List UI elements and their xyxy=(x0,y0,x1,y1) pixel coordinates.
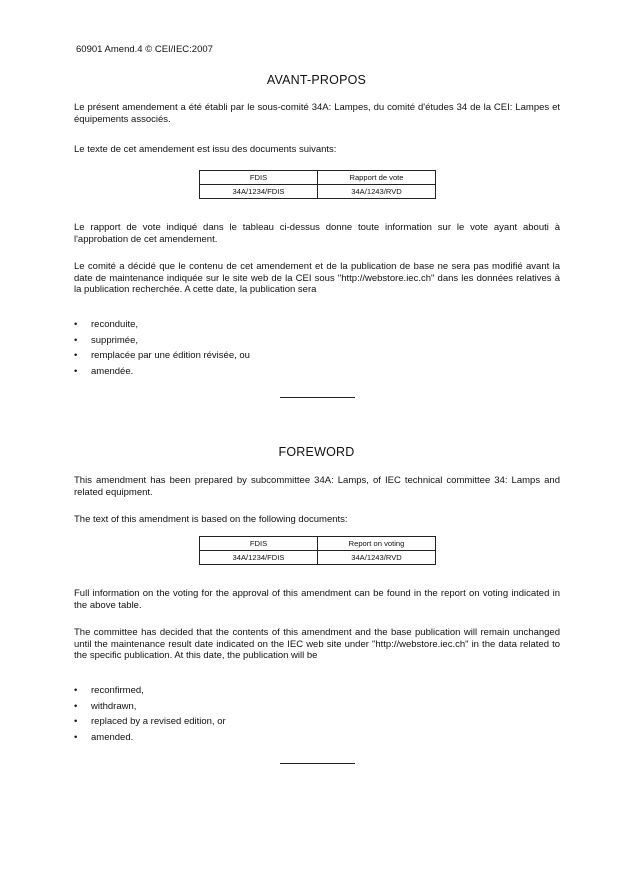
table-cell: 34A/1243/RVD xyxy=(318,185,436,199)
table-cell: 34A/1234/FDIS xyxy=(200,185,318,199)
list-item: • remplacée par une édition révisée, ou xyxy=(74,350,250,361)
table-header-row xyxy=(200,171,436,185)
english-bullet-list xyxy=(74,683,226,745)
english-paragraph-2: The text of this amendment is based on the following documents: xyxy=(74,514,348,525)
english-paragraph-1: This amendment has been prepared by subcommittee 34A: Lamps, of IEC technical committee 34: Lamps and related equipment. xyxy=(74,475,560,498)
list-item: • supprimée, xyxy=(74,334,138,346)
table-header-cell: Report on voting xyxy=(318,537,436,551)
list-item: • reconfirmed, xyxy=(74,685,144,696)
french-documents-table xyxy=(199,170,436,199)
table-cell: 34A/1234/FDIS xyxy=(200,551,318,565)
table-header-row xyxy=(200,537,436,551)
section-divider xyxy=(280,763,355,764)
list-item: • amended. xyxy=(74,731,134,743)
section-title-english: FOREWORD xyxy=(278,445,355,459)
table-cell: 34A/1243/RVD xyxy=(318,551,436,565)
table-header-cell: FDIS xyxy=(200,171,318,185)
table-row xyxy=(200,551,436,565)
list-item: • withdrawn, xyxy=(74,700,137,712)
english-paragraph-3: Full information on the voting for the approval of this amendment can be found in the report on voting indicated in the above table. xyxy=(74,588,560,611)
table-row xyxy=(200,185,436,199)
list-item: • reconduite, xyxy=(74,319,139,330)
list-item: • amendée. xyxy=(74,365,134,377)
section-title-french: AVANT-PROPOS xyxy=(266,73,367,87)
french-paragraph-4: Le comité a décidé que le contenu de cet amendement et de la publication de base ne sera pas modifié avant la date de maintenance indiquée sur le site web de la CEI sous "http://webstore.iec.ch" dans les données relatives à la publication recherchée. A cette date, la publication sera xyxy=(74,261,560,296)
table-header-cell: Rapport de vote xyxy=(318,171,436,185)
french-paragraph-3: Le rapport de vote indiqué dans le tableau ci-dessus donne toute information sur le vote ayant abouti à l'approbation de cet amendement. xyxy=(74,222,560,245)
table-header-cell: FDIS xyxy=(200,537,318,551)
english-documents-table xyxy=(199,536,436,565)
list-item: • replaced by a revised edition, or xyxy=(74,716,226,727)
french-paragraph-2: Le texte de cet amendement est issu des documents suivants: xyxy=(74,144,337,155)
page-header: 60901 Amend.4 © CEI/IEC:2007 xyxy=(76,44,213,55)
english-paragraph-4: The committee has decided that the contents of this amendment and the base publication will remain unchanged until the maintenance result date indicated on the IEC web site under "http://webstore.iec.ch" in the data related to the specific publication. At this date, the publication will be xyxy=(74,627,560,662)
french-bullet-list xyxy=(74,317,250,379)
french-paragraph-1: Le présent amendement a été établi par le sous-comité 34A: Lampes, du comité d'études 34 de la CEI: Lampes et équipements associés. xyxy=(74,102,560,125)
section-divider xyxy=(280,397,355,398)
